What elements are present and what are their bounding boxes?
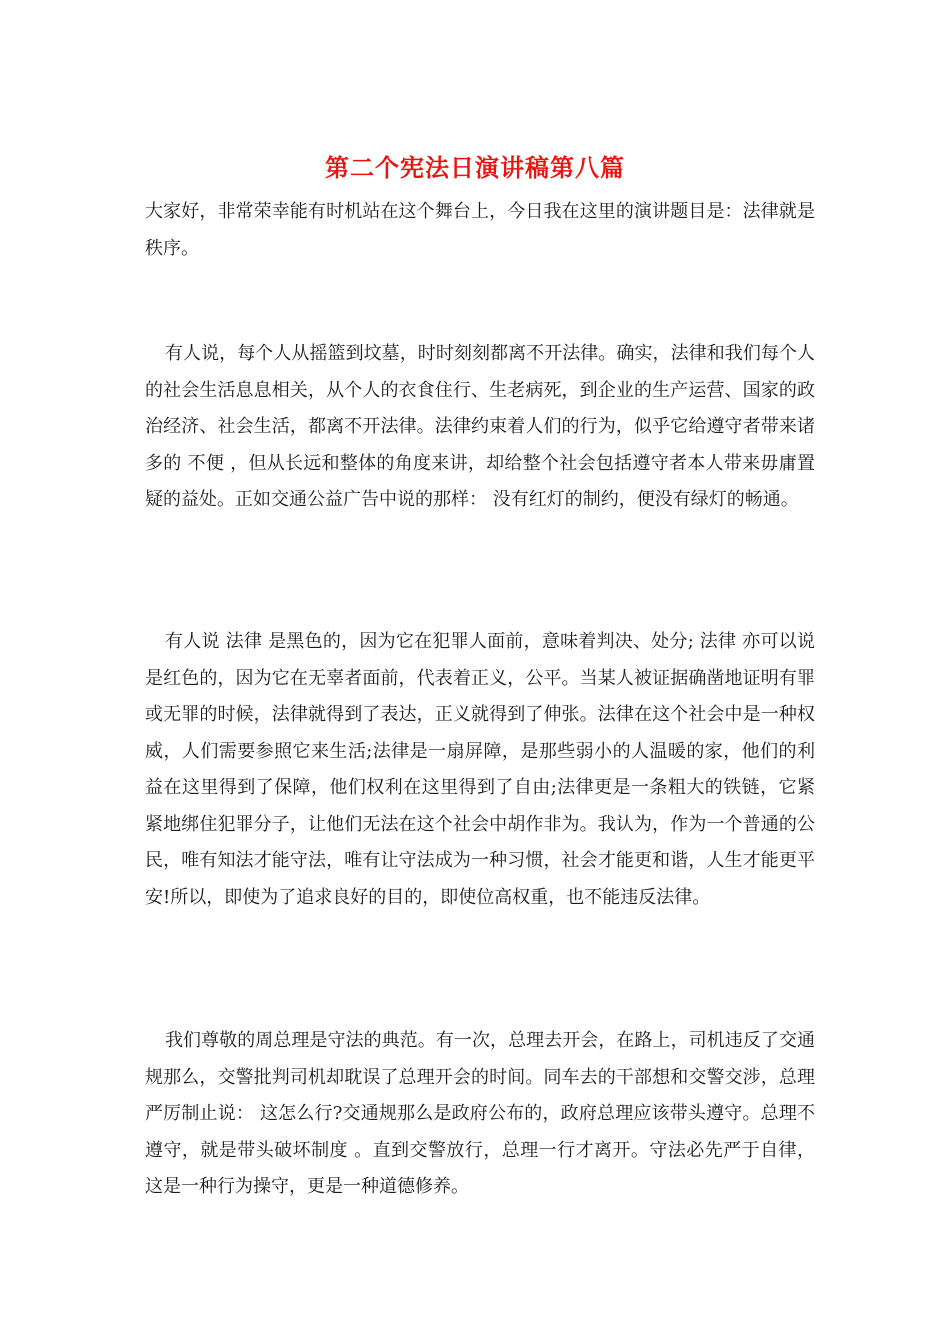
paragraph-law-colors: 有人说 法律 是黑色的，因为它在犯罪人面前，意味着判决、处分; 法律 亦可以说是红色的，因为它在无辜者面前，代表着正义，公平。当某人被证据确凿地证明有罪或无罪的时候，法律就得到了表达，正义就得到了伸张。法律在这个社会中是一种权威，人们需要参照它来生活;法律是一扇屏障，是那些弱小的人温暖的家，他们的利益在这里得到了保障，他们权利在这里得到了自由;法律更是一条粗大的铁链，它紧紧地绑住犯罪分子，让他们无法在这个社会中胡作非为。我认为，作为一个普通的公民，唯有知法才能守法，唯有让守法成为一种习惯，社会才能更和谐，人生才能更平安!所以，即使为了追求良好的目的，即使位高权重，也不能违反法律。: [145, 631, 815, 908]
paragraph-greeting: 大家好，非常荣幸能有时机站在这个舞台上，今日我在这里的演讲题目是：法律就是秩序。: [145, 201, 815, 259]
paragraph-premier-example: 我们尊敬的周总理是守法的典范。有一次，总理去开会，在路上，司机违反了交通规那么，交警批判司机却耽误了总理开会的时间。同车去的干部想和交警交涉，总理严厉制止说： 这怎么行?交通规那么是政府公布的，政府总理应该带头遵守。总理不遵守，就是带头破坏制度 。直到交警放行，总理一行才离开。守法必先严于自律，这是一种行为操守，更是一种道德修养。: [145, 1030, 815, 1197]
paragraph-law-in-life: 有人说，每个人从摇篮到坟墓，时时刻刻都离不开法律。确实，法律和我们每个人的社会生活息息相关，从个人的衣食住行、生老病死，到企业的生产运营、国家的政治经济、社会生活，都离不开法律。法律约束着人们的行为，似乎它给遵守者带来诸多的 不便 ，但从长远和整体的角度来讲，却给整个社会包括遵守者本人带来毋庸置疑的益处。正如交通公益广告中说的那样： 没有红灯的制约，便没有绿灯的畅通。: [145, 343, 815, 510]
document-title: 第二个宪法日演讲稿第八篇: [325, 153, 625, 182]
